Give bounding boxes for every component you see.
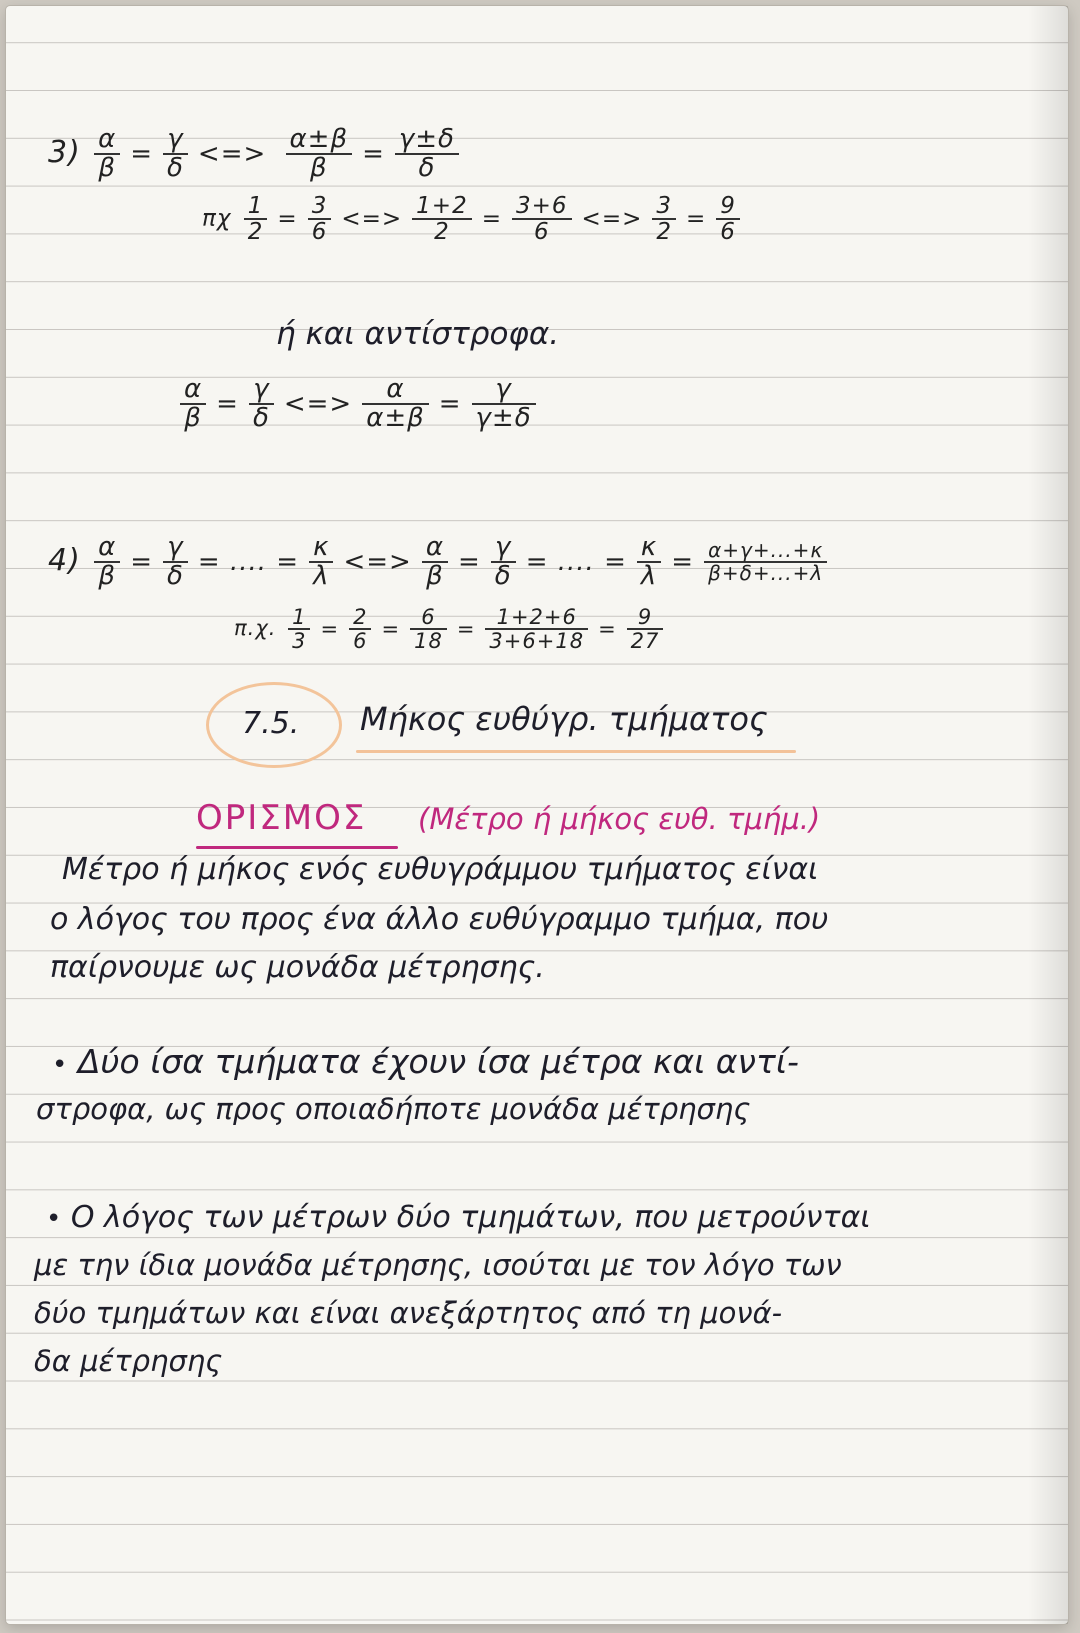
item3-converse: $\frac{\alpha}{\beta}$ = $\frac{\gamma}{\delta}$ <=> $\frac{\alpha}{\alpha\pm\beta}$ = $\frac{\gamma}{\gamma\pm\delta}$: [176, 376, 540, 433]
item4-number: 4): [48, 542, 81, 578]
item3-converse-text: ή και αντίστροφα.: [276, 316, 560, 352]
item4-example: π.χ. $\frac{1}{3}$ = $\frac{2}{6}$ = $\frac{6}{18}$ = $\frac{1+2+6}{3+6+18}$ = $\frac{9}{27}$: [234, 606, 667, 652]
definition-line-1: Μέτρο ή μήκος ενός ευθυγράμμου τμήματος είναι: [62, 852, 819, 887]
page-edge-shadow: [1028, 6, 1068, 1624]
definition-line-2: ο λόγος του προς ένα άλλο ευθύγραμμο τμήμα, που: [50, 902, 829, 937]
bullet-dot: •: [46, 1204, 62, 1234]
section-number: 7.5.: [242, 706, 300, 741]
notebook-page: [6, 6, 1068, 1624]
item4-rule: 4) $\frac{\alpha}{\beta}$ = $\frac{\gamma}{\delta}$ = .... = $\frac{\kappa}{\lambda}$ <=> $\frac{\alpha}{\beta}$ = $\frac{\gamma}{\delta}$ = .... = $\frac{\kappa}{\lambda}$ = $\frac{\alpha+\gamma+...+\kappa}{\beta+\delta+...+\lambda}$: [48, 534, 831, 591]
item3-example: πχ $\frac{1}{2}$ = $\frac{3}{6}$ <=> $\frac{1+2}{2}$ = $\frac{3+6}{6}$ <=> $\frac{3}{2}$ = $\frac{9}{6}$: [202, 194, 744, 244]
bullet-2-line-1: • Ο λόγος των μέτρων δύο τμημάτων, που μετρούνται: [46, 1200, 871, 1235]
section-title: Μήκος ευθύγρ. τμήματος: [360, 700, 768, 738]
item3-rule: 3) $\frac{\alpha}{\beta}$ = $\frac{\gamma}{\delta}$ <=> $\frac{\alpha\pm\beta}{\beta}$ = $\frac{\gamma\pm\delta}{\delta}$: [48, 126, 463, 183]
bullet-1-line-1: • Δύο ίσα τμήματα έχουν ίσα μέτρα και αντί-: [52, 1042, 799, 1081]
bullet-2-line-2: με την ίδια μονάδα μέτρησης, ισούται με τον λόγο των: [34, 1248, 842, 1282]
item3-frac-b: $\frac{\gamma\pm\delta}{\delta}$: [395, 126, 459, 183]
definition-heading-underline: [196, 846, 398, 849]
bullet-dot: •: [52, 1050, 68, 1080]
section-title-underline: [356, 750, 796, 753]
bullet-2-line-3: δύο τμημάτων και είναι ανεξάρτητος από τη μονά-: [34, 1296, 783, 1330]
definition-line-3: παίρνουμε ως μονάδα μέτρησης.: [50, 950, 545, 985]
bullet-1-line-2: στροφα, ως προς οποιαδήποτε μονάδα μέτρησης: [36, 1092, 751, 1126]
bullet-2-line-4: δα μέτρησης: [34, 1344, 223, 1378]
item3-example-prefix: πχ: [202, 205, 232, 232]
item3-frac-a: $\frac{\alpha\pm\beta}{\beta}$: [286, 126, 353, 183]
item4-example-prefix: π.χ.: [234, 616, 277, 641]
definition-heading: ΟΡΙΣΜΟΣ: [196, 798, 367, 838]
definition-heading-note: (Μέτρο ή μήκος ευθ. τμήμ.): [418, 802, 821, 836]
item3-number: 3): [48, 134, 81, 170]
